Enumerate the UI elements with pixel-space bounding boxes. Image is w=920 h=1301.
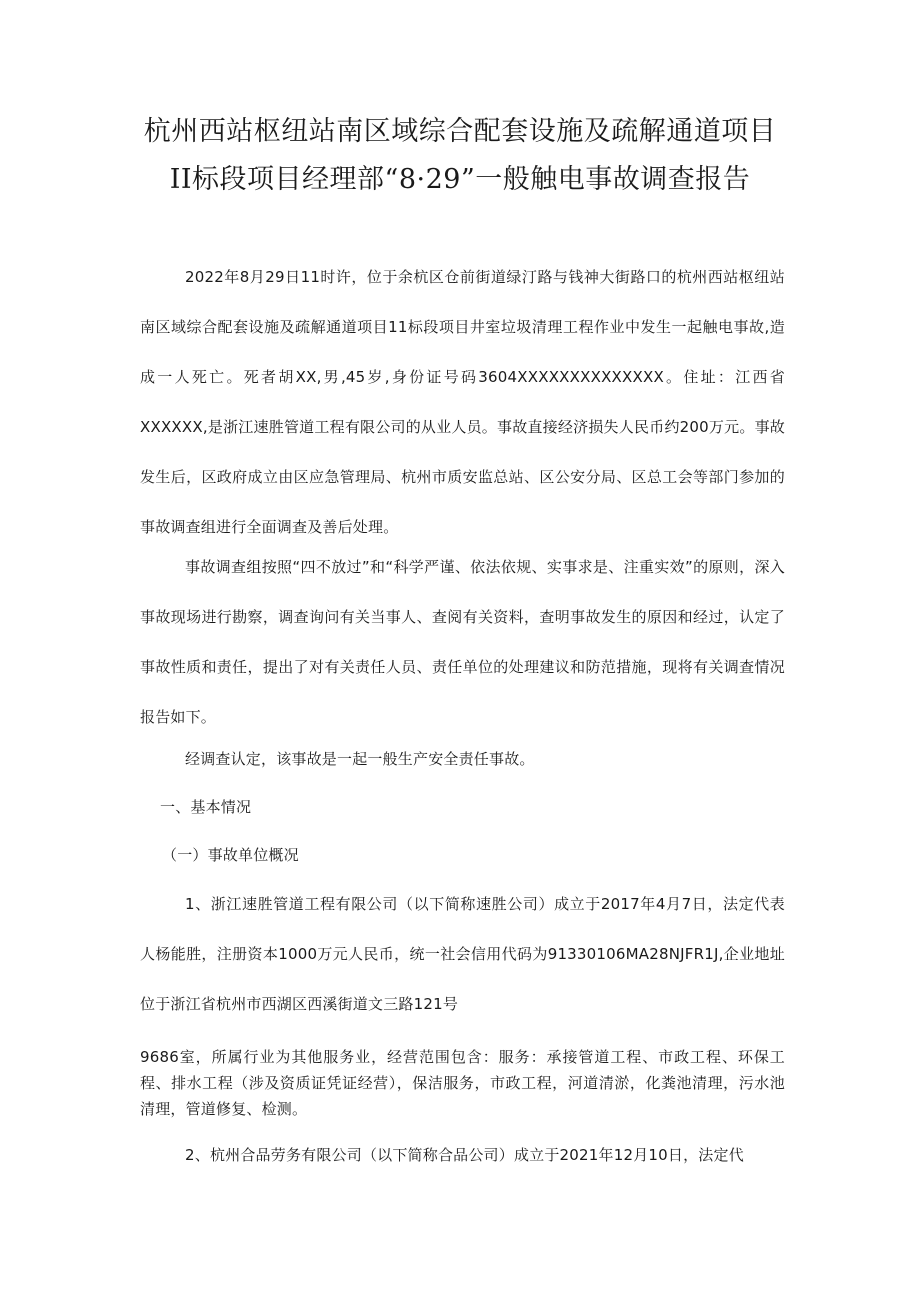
paragraph-investigation-principles: 事故调查组按照“四不放过”和“科学严谨、依法依规、实事求是、注重实效”的原则，深入事故现场进行勘察，调查询问有关当事人、查阅有关资料，查明事故发生的原因和经过，认定了事故性质和责任，提出了对有关责任人员、责任单位的处理建议和防范措施，现将有关调查情况报告如下。 bbox=[140, 558, 785, 726]
paragraph-conclusion: 经调查认定，该事故是一起一般生产安全责任事故。 bbox=[185, 750, 535, 768]
paragraph-company-1-continued: 9686室，所属行业为其他服务业，经营范围包含：服务：承接管道工程、市政工程、环保工程、排水工程（涉及资质证凭证经营），保洁服务，市政工程，河道清淤，化粪池清理，污水池清理，管道修复、检测。 bbox=[140, 1048, 785, 1118]
paragraph-accident-summary: 2022年8月29日11时许，位于余杭区仓前街道绿汀路与钱神大街路口的杭州西站枢纽站南区域综合配套设施及疏解通道项目11标段项目井室垃圾清理工程作业中发生一起触电事故,造成一人死亡。死者胡XX,男,45岁,身份证号码3604XXXXXXXXXXXXXX。住址：江西省XXXXXX,是浙江速胜管道工程有限公司的从业人员。事故直接经济损失人民币约200万元。事故发生后，区政府成立由区应急管理局、杭州市质安监总站、区公安分局、区总工会等部门参加的事故调查组进行全面调查及善后处理。 bbox=[140, 268, 785, 536]
paragraph-company-2: 2、杭州合品劳务有限公司（以下简称合品公司）成立于2021年12月10日，法定代 bbox=[185, 1146, 744, 1164]
paragraph-company-1: 1、浙江速胜管道工程有限公司（以下简称速胜公司）成立于2017年4月7日，法定代表人杨能胜，注册资本1000万元人民币，统一社会信用代码为91330106MA28NJFR1J,企业地址位于浙江省杭州市西湖区西溪街道文三路121号 bbox=[140, 895, 785, 1013]
document-title: 杭州西站枢纽站南区域综合配套设施及疏解通道项目II标段项目经理部“8·29”一般触电事故调查报告 bbox=[143, 116, 777, 195]
section-heading-basic-info: 一、基本情况 bbox=[160, 798, 252, 816]
subsection-heading-unit-overview: （一）事故单位概况 bbox=[162, 846, 299, 864]
